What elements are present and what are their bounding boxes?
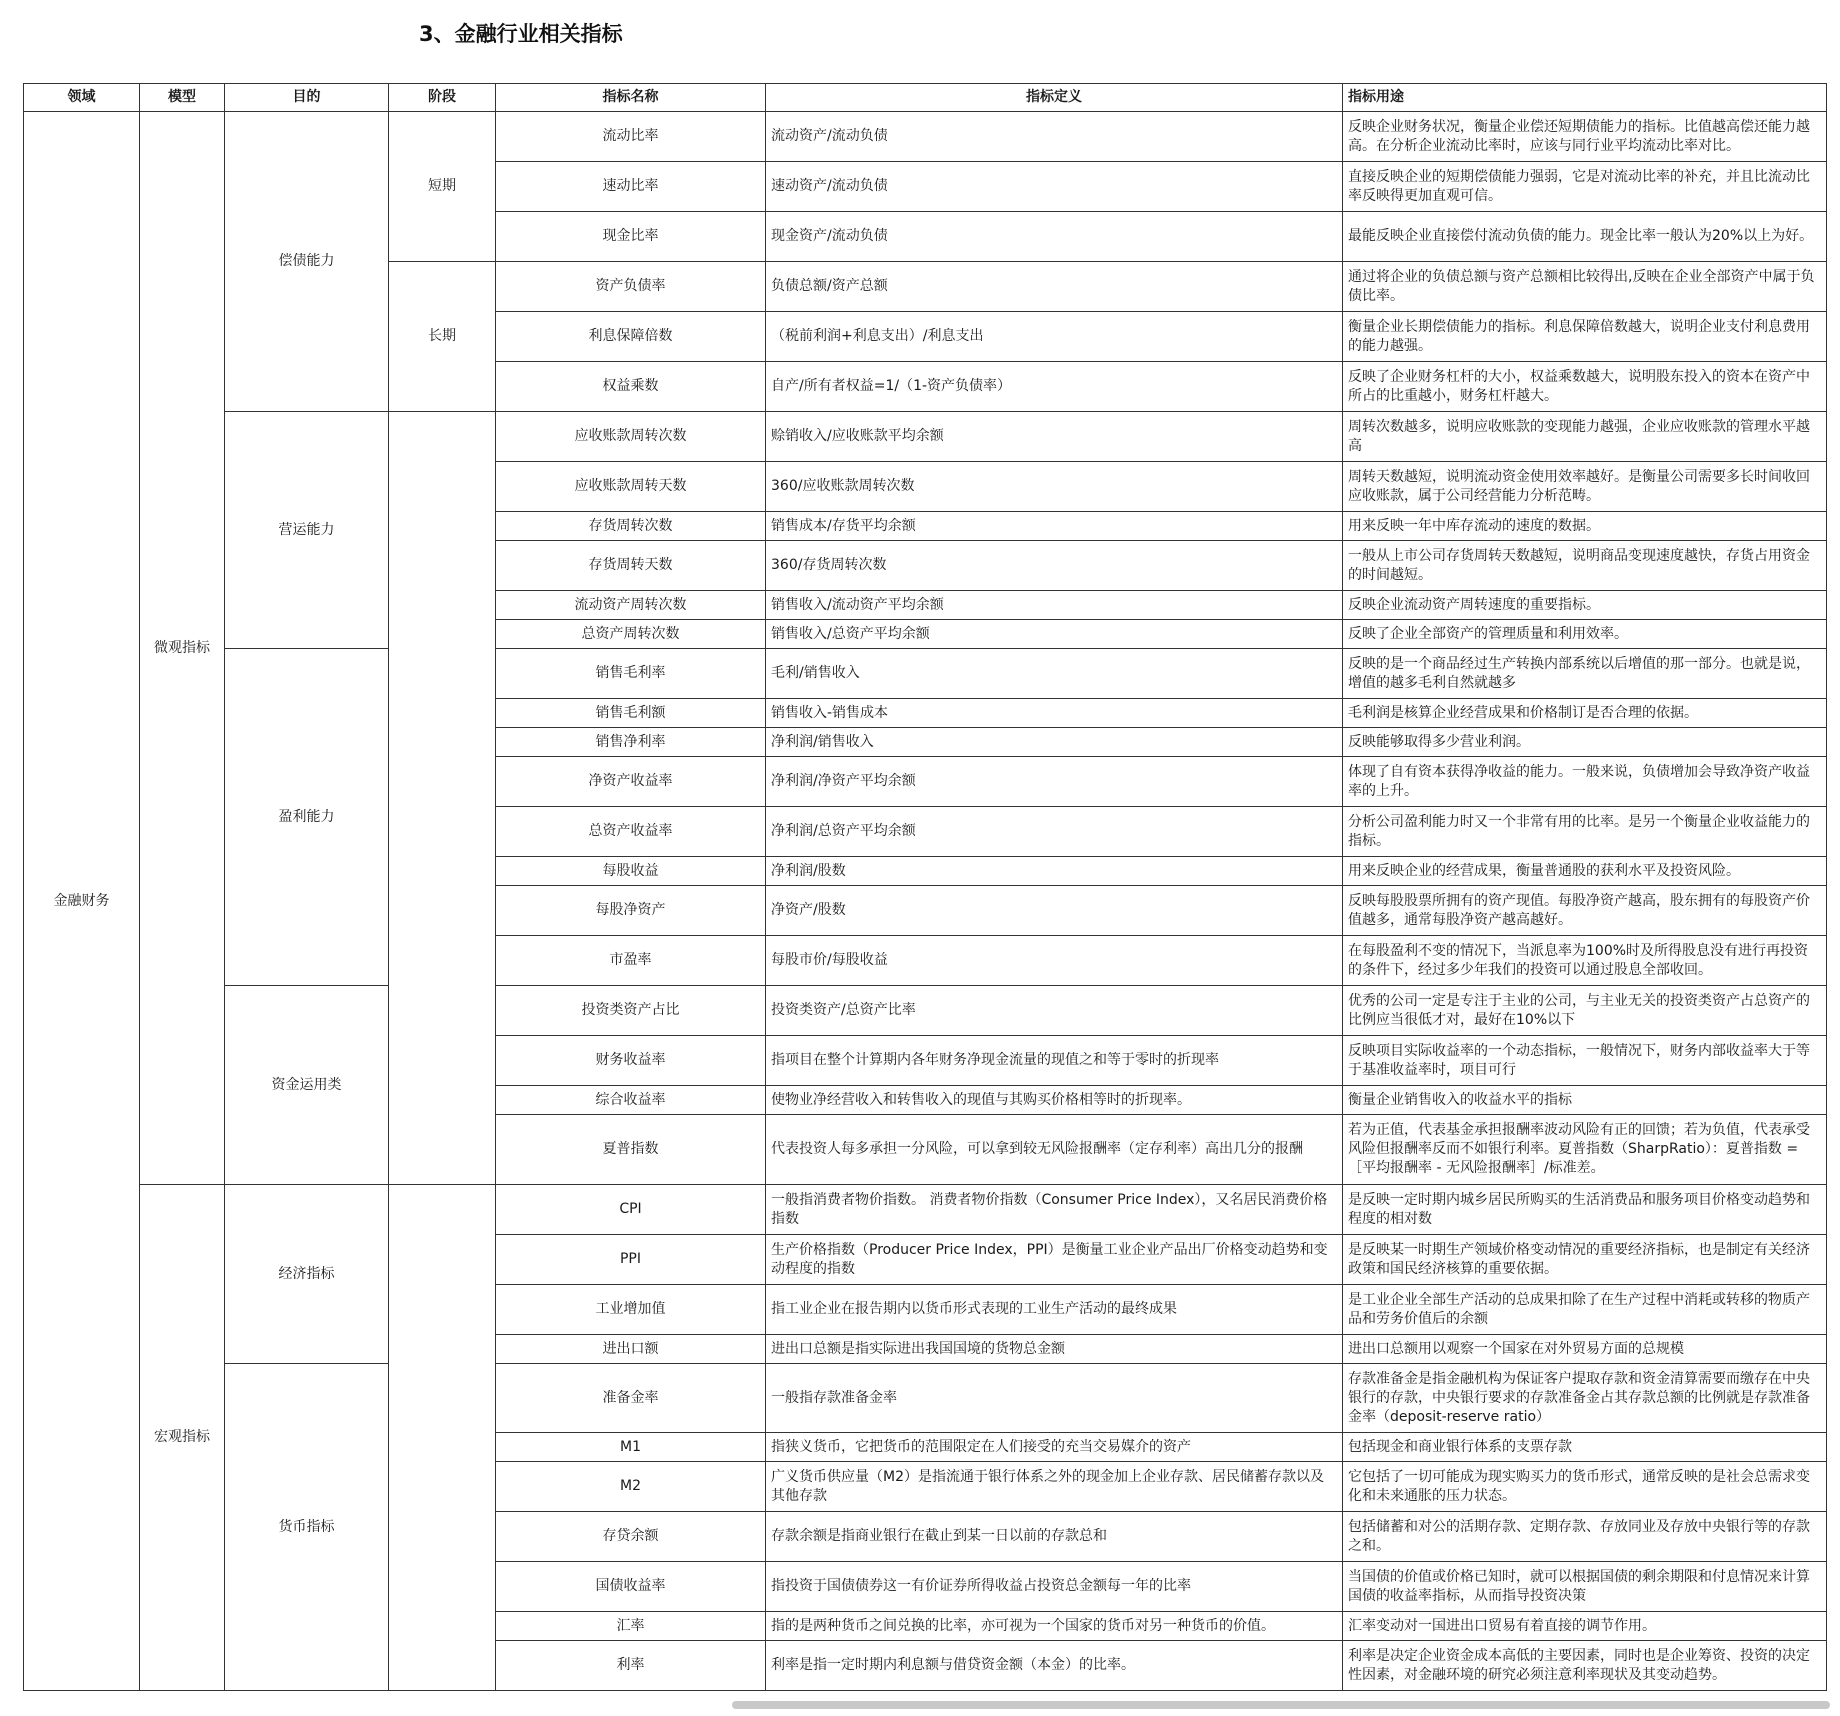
metric-name: 存货周转次数 (496, 512, 766, 541)
metric-usage: 用来反映一年中库存流动的速度的数据。 (1343, 512, 1827, 541)
metric-definition: 进出口总额是指实际进出我国国境的货物总金额 (766, 1335, 1343, 1364)
table-row (24, 412, 1827, 462)
metric-name: 销售净利率 (496, 728, 766, 757)
metric-name: 市盈率 (496, 936, 766, 986)
col-header-name: 指标名称 (496, 84, 766, 112)
metric-name: 夏普指数 (496, 1115, 766, 1185)
col-header-purpose: 目的 (225, 84, 389, 112)
metric-definition: 净利润/销售收入 (766, 728, 1343, 757)
metric-name: 现金比率 (496, 212, 766, 262)
metric-usage: 衡量企业长期偿债能力的指标。利息保障倍数越大，说明企业支付利息费用的能力越强。 (1343, 312, 1827, 362)
purpose-cell-monetary: 货币指标 (225, 1364, 389, 1691)
metric-definition: 销售收入/流动资产平均余额 (766, 591, 1343, 620)
metric-usage: 是反映一定时期内城乡居民所购买的生活消费品和服务项目价格变动趋势和程度的相对数 (1343, 1185, 1827, 1235)
metric-definition: 速动资产/流动负债 (766, 162, 1343, 212)
metric-definition: 代表投资人每多承担一分风险，可以拿到较无风险报酬率（定存利率）高出几分的报酬 (766, 1115, 1343, 1185)
metric-definition: 净利润/股数 (766, 857, 1343, 886)
metric-definition: 净利润/净资产平均余额 (766, 757, 1343, 807)
metric-usage: 反映能够取得多少营业利润。 (1343, 728, 1827, 757)
metric-name: 总资产周转次数 (496, 620, 766, 649)
metric-usage: 反映的是一个商品经过生产转换内部系统以后增值的那一部分。也就是说，增值的越多毛利自然就越多 (1343, 649, 1827, 699)
col-header-usage: 指标用途 (1343, 84, 1827, 112)
metric-usage: 一般从上市公司存货周转天数越短，说明商品变现速度越快，存货占用资金的时间越短。 (1343, 541, 1827, 591)
metric-usage: 分析公司盈利能力时又一个非常有用的比率。是另一个衡量企业收益能力的指标。 (1343, 807, 1827, 857)
metric-definition: 广义货币供应量（M2）是指流通于银行体系之外的现金加上企业存款、居民储蓄存款以及其他存款 (766, 1462, 1343, 1512)
metric-definition: 毛利/销售收入 (766, 649, 1343, 699)
metric-name: 准备金率 (496, 1364, 766, 1433)
stage-cell-short: 短期 (389, 112, 496, 262)
metric-usage: 周转天数越短，说明流动资金使用效率越好。是衡量公司需要多长时间收回应收账款，属于公司经营能力分析范畴。 (1343, 462, 1827, 512)
metric-name: 净资产收益率 (496, 757, 766, 807)
metric-usage: 通过将企业的负债总额与资产总额相比较得出,反映在企业全部资产中属于负债比率。 (1343, 262, 1827, 312)
metric-definition: 销售收入-销售成本 (766, 699, 1343, 728)
metric-name: M1 (496, 1433, 766, 1462)
metric-definition: 负债总额/资产总额 (766, 262, 1343, 312)
purpose-cell-economy: 经济指标 (225, 1185, 389, 1364)
metric-name: 存货周转天数 (496, 541, 766, 591)
metric-name: 综合收益率 (496, 1086, 766, 1115)
metric-usage: 直接反映企业的短期偿债能力强弱，它是对流动比率的补充，并且比流动比率反映得更加直观可信。 (1343, 162, 1827, 212)
page-title: 3、金融行业相关指标 (419, 22, 623, 46)
metric-name: M2 (496, 1462, 766, 1512)
table-row (24, 649, 1827, 699)
metric-name: PPI (496, 1235, 766, 1285)
metric-definition: 指狭义货币，它把货币的范围限定在人们接受的充当交易媒介的资产 (766, 1433, 1343, 1462)
metric-name: 销售毛利额 (496, 699, 766, 728)
metric-usage: 衡量企业销售收入的收益水平的指标 (1343, 1086, 1827, 1115)
metric-definition: 生产价格指数（Producer Price Index，PPI）是衡量工业企业产品出厂价格变动趋势和变动程度的指数 (766, 1235, 1343, 1285)
metric-definition: 存款余额是指商业银行在截止到某一日以前的存款总和 (766, 1512, 1343, 1562)
metric-definition: 指投资于国债债券这一有价证券所得收益占投资总金额每一年的比率 (766, 1562, 1343, 1612)
metric-definition: 一般指存款准备金率 (766, 1364, 1343, 1433)
metric-name: 速动比率 (496, 162, 766, 212)
metric-definition: 指工业企业在报告期内以货币形式表现的工业生产活动的最终成果 (766, 1285, 1343, 1335)
metric-usage: 在每股盈利不变的情况下，当派息率为100%时及所得股息没有进行再投资的条件下，经过多少年我们的投资可以通过股息全部收回。 (1343, 936, 1827, 986)
metric-usage: 反映了企业财务杠杆的大小，权益乘数越大，说明股东投入的资本在资产中所占的比重越小，财务杠杆越大。 (1343, 362, 1827, 412)
metric-definition: 360/应收账款周转次数 (766, 462, 1343, 512)
header-row (24, 84, 1827, 112)
metric-name: 流动比率 (496, 112, 766, 162)
metric-usage: 汇率变动对一国进出口贸易有着直接的调节作用。 (1343, 1612, 1827, 1641)
purpose-cell-profit: 盈利能力 (225, 649, 389, 986)
metric-definition: 利率是指一定时期内利息额与借贷资金额（本金）的比率。 (766, 1641, 1343, 1691)
metric-usage: 它包括了一切可能成为现实购买力的货币形式，通常反映的是社会总需求变化和未来通胀的压力状态。 (1343, 1462, 1827, 1512)
metric-usage: 包括现金和商业银行体系的支票存款 (1343, 1433, 1827, 1462)
metric-name: 每股净资产 (496, 886, 766, 936)
model-cell-micro: 微观指标 (140, 112, 225, 1185)
metric-name: CPI (496, 1185, 766, 1235)
metric-usage: 进出口总额用以观察一个国家在对外贸易方面的总规模 (1343, 1335, 1827, 1364)
col-header-definition: 指标定义 (766, 84, 1343, 112)
metric-name: 国债收益率 (496, 1562, 766, 1612)
stage-cell-empty (389, 1185, 496, 1691)
metric-definition: 每股市价/每股收益 (766, 936, 1343, 986)
stage-cell-long: 长期 (389, 262, 496, 412)
metric-usage: 优秀的公司一定是专注于主业的公司，与主业无关的投资类资产占总资产的比例应当很低才对，最好在10%以下 (1343, 986, 1827, 1036)
metric-usage: 是工业企业全部生产活动的总成果扣除了在生产过程中消耗或转移的物质产品和劳务价值后的余额 (1343, 1285, 1827, 1335)
metric-definition: 自产/所有者权益=1/（1-资产负债率） (766, 362, 1343, 412)
metric-name: 资产负债率 (496, 262, 766, 312)
metric-definition: 投资类资产/总资产比率 (766, 986, 1343, 1036)
stage-cell-empty (389, 412, 496, 1185)
metric-name: 销售毛利率 (496, 649, 766, 699)
metric-definition: 360/存货周转次数 (766, 541, 1343, 591)
metric-definition: （税前利润+利息支出）/利息支出 (766, 312, 1343, 362)
metric-usage: 周转次数越多，说明应收账款的变现能力越强，企业应收账款的管理水平越高 (1343, 412, 1827, 462)
metric-usage: 反映项目实际收益率的一个动态指标，一般情况下，财务内部收益率大于等于基准收益率时，项目可行 (1343, 1036, 1827, 1086)
metric-name: 权益乘数 (496, 362, 766, 412)
metric-name: 汇率 (496, 1612, 766, 1641)
metric-usage: 反映企业流动资产周转速度的重要指标。 (1343, 591, 1827, 620)
metric-name: 利息保障倍数 (496, 312, 766, 362)
metric-name: 工业增加值 (496, 1285, 766, 1335)
metric-definition: 使物业净经营收入和转售收入的现值与其购买价格相等时的折现率。 (766, 1086, 1343, 1115)
metric-name: 存贷余额 (496, 1512, 766, 1562)
metric-usage: 反映了企业全部资产的管理质量和利用效率。 (1343, 620, 1827, 649)
table-row (24, 1185, 1827, 1235)
model-cell-macro: 宏观指标 (140, 1185, 225, 1691)
metric-usage: 若为正值，代表基金承担报酬率波动风险有正的回馈；若为负值，代表承受风险但报酬率反而不如银行利率。夏普指数（SharpRatio）：夏普指数 =［平均报酬率 - 无风险报酬率］/标准差。 (1343, 1115, 1827, 1185)
metric-usage: 毛利润是核算企业经营成果和价格制订是否合理的依据。 (1343, 699, 1827, 728)
metric-definition: 销售收入/总资产平均余额 (766, 620, 1343, 649)
col-header-field: 领域 (24, 84, 140, 112)
metric-name: 投资类资产占比 (496, 986, 766, 1036)
metric-usage: 反映企业财务状况，衡量企业偿还短期债能力的指标。比值越高偿还能力越高。在分析企业流动比率时，应该与同行业平均流动比率对比。 (1343, 112, 1827, 162)
metric-name: 应收账款周转天数 (496, 462, 766, 512)
metric-usage: 利率是决定企业资金成本高低的主要因素，同时也是企业筹资、投资的决定性因素，对金融环境的研究必须注意利率现状及其变动趋势。 (1343, 1641, 1827, 1691)
financial-metrics-table (23, 83, 1827, 1691)
col-header-stage: 阶段 (389, 84, 496, 112)
metric-name: 财务收益率 (496, 1036, 766, 1086)
metric-usage: 反映每股股票所拥有的资产现值。每股净资产越高，股东拥有的每股资产价值越多，通常每股净资产越高越好。 (1343, 886, 1827, 936)
metric-usage: 体现了自有资本获得净收益的能力。一般来说，负债增加会导致净资产收益率的上升。 (1343, 757, 1827, 807)
metric-name: 每股收益 (496, 857, 766, 886)
metric-name: 进出口额 (496, 1335, 766, 1364)
metric-usage: 最能反映企业直接偿付流动负债的能力。现金比率一般认为20%以上为好。 (1343, 212, 1827, 262)
purpose-cell-operation: 营运能力 (225, 412, 389, 649)
horizontal-scrollbar-thumb[interactable] (732, 1701, 1830, 1709)
metric-definition: 流动资产/流动负债 (766, 112, 1343, 162)
metric-definition: 一般指消费者物价指数。 消费者物价指数（Consumer Price Index），又名居民消费价格指数 (766, 1185, 1343, 1235)
metric-definition: 指的是两种货币之间兑换的比率，亦可视为一个国家的货币对另一种货币的价值。 (766, 1612, 1343, 1641)
purpose-cell-solvency: 偿债能力 (225, 112, 389, 412)
metric-usage: 是反映某一时期生产领域价格变动情况的重要经济指标，也是制定有关经济政策和国民经济核算的重要依据。 (1343, 1235, 1827, 1285)
purpose-cell-capital: 资金运用类 (225, 986, 389, 1185)
metric-usage: 用来反映企业的经营成果，衡量普通股的获利水平及投资风险。 (1343, 857, 1827, 886)
metric-name: 利率 (496, 1641, 766, 1691)
table-row (24, 1364, 1827, 1433)
metric-definition: 净资产/股数 (766, 886, 1343, 936)
metric-name: 总资产收益率 (496, 807, 766, 857)
col-header-model: 模型 (140, 84, 225, 112)
metric-definition: 赊销收入/应收账款平均余额 (766, 412, 1343, 462)
metric-name: 应收账款周转次数 (496, 412, 766, 462)
metric-definition: 销售成本/存货平均余额 (766, 512, 1343, 541)
metric-definition: 净利润/总资产平均余额 (766, 807, 1343, 857)
metric-usage: 当国债的价值或价格已知时，就可以根据国债的剩余期限和付息情况来计算国债的收益率指标，从而指导投资决策 (1343, 1562, 1827, 1612)
table-row (24, 112, 1827, 162)
metric-definition: 指项目在整个计算期内各年财务净现金流量的现值之和等于零时的折现率 (766, 1036, 1343, 1086)
metric-definition: 现金资产/流动负债 (766, 212, 1343, 262)
metric-name: 流动资产周转次数 (496, 591, 766, 620)
metric-usage: 存款准备金是指金融机构为保证客户提取存款和资金清算需要而缴存在中央银行的存款，中央银行要求的存款准备金占其存款总额的比例就是存款准备金率（deposit-reserve ratio） (1343, 1364, 1827, 1433)
field-cell: 金融财务 (24, 112, 140, 1691)
metric-usage: 包括储蓄和对公的活期存款、定期存款、存放同业及存放中央银行等的存款之和。 (1343, 1512, 1827, 1562)
table-row (24, 986, 1827, 1036)
